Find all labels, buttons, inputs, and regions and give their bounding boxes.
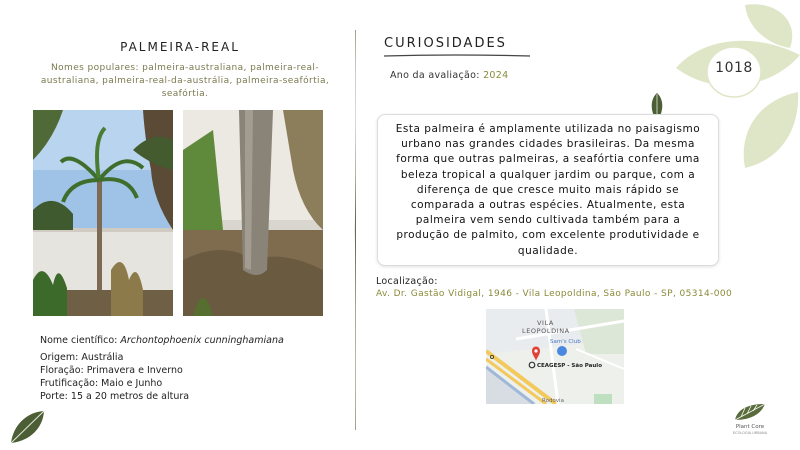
- map-district: VILA: [537, 319, 554, 327]
- size: Porte: 15 a 20 metros de altura: [40, 391, 190, 402]
- flowering: Floração: Primavera e Inverno: [40, 365, 183, 376]
- origin: Origem: Austrália: [40, 352, 124, 363]
- map-poi-ceagesp: CEAGESP - São Paulo: [537, 363, 602, 369]
- badge-number: 1018: [715, 60, 753, 76]
- vertical-divider: [354, 30, 356, 430]
- scientific-name: Archontophoenix cunninghamiana: [120, 335, 284, 346]
- scientific-name-row: [40, 334, 284, 347]
- common-names: Nomes populares: palmeira-australiana, palmeira-real-australiana, palmeira-real-da-austrália, palmeira-seafórtia, seafórtia.: [40, 63, 330, 99]
- plant-facts: [40, 334, 284, 403]
- logo-name: Plant Core: [735, 424, 765, 430]
- location-map[interactable]: [486, 309, 624, 404]
- map-road: Rodovia: [542, 398, 564, 404]
- map-district-2: LEOPOLDINA: [522, 327, 570, 335]
- scientific-name-label: Nome científico:: [40, 335, 118, 346]
- map-poi-sams: Sam's Club: [550, 339, 581, 345]
- year-label: Ano da avaliação:: [390, 70, 480, 81]
- evaluation-year: [390, 70, 508, 81]
- heading-underline: [384, 54, 530, 57]
- logo-tagline: ECOLOGIA URBANA: [732, 431, 768, 435]
- palm-trunk-photo: [183, 110, 323, 316]
- curiosities-box: [377, 114, 719, 266]
- plant-core-logo: [733, 402, 767, 422]
- location-label: Localização:: [376, 276, 438, 287]
- curiosities-heading: CURIOSIDADES: [384, 36, 507, 51]
- location-address[interactable]: Av. Dr. Gastão Vidigal, 1946 - Vila Leopoldina, São Paulo - SP, 05314-000: [376, 289, 733, 299]
- plant-title: PALMEIRA-REAL: [120, 40, 240, 54]
- leaf-icon: [8, 408, 48, 446]
- year-value: 2024: [483, 70, 509, 81]
- palm-tree-photo: [33, 110, 173, 316]
- fruiting: Frutificação: Maio e Junho: [40, 378, 163, 389]
- curiosities-text: Esta palmeira é amplamente utilizada no paisagismo urbano nas grandes cidades brasileiras. Da mesma forma que outras palmeiras, a seafórtia confere uma beleza tropical a qualquer jardim ou parque, com a diferença de que cresce muito mais rápido se comparada a outras espécies. Atualmente, esta palmeira vem sendo cultivada também para a produção de palmito, com excelente produtividade e qualidade.: [395, 123, 701, 257]
